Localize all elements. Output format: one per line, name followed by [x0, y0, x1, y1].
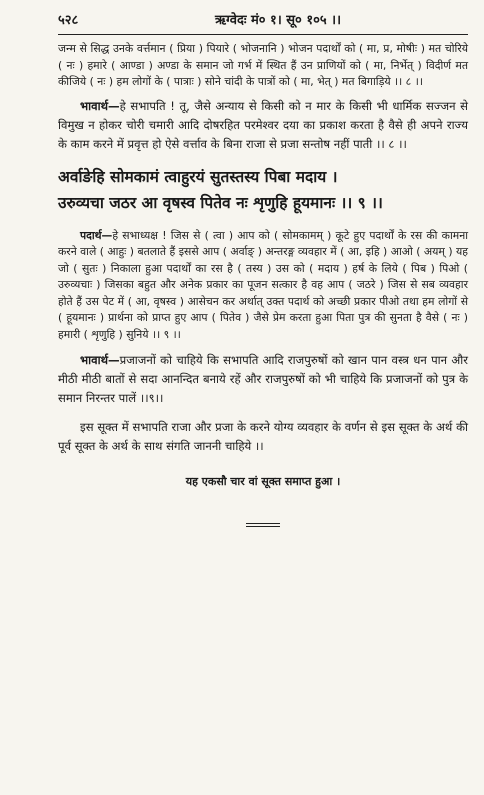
mantra-line-2: उरुव्यचा जठर आ वृषस्व पितेव नः शृणुहि हूयमानः ।। ९ ।। [58, 193, 383, 212]
bhavarth-paragraph-1 [58, 97, 468, 154]
padarth-label: पदार्थ— [80, 228, 113, 242]
bhavarth-text: हे सभापति ! तू, जैसे अन्याय से किसी को न मार के किसी भी धार्मिक सज्जन से विमुख न होकर चोरी चमारी आदि दोषरहित परमेश्वर दया का प्रकाश करता है वैसे ही अपने राज्य के काम करने में प्रवृत्त हो ऐसे वर्त्ताव के बिना राजा से प्रजा सन्तोष नहीं पाती ।। ८ ।। [58, 98, 468, 151]
document-page [58, 10, 468, 527]
bhavarth-label: भावार्थ— [80, 98, 120, 113]
bhavarth-text: प्रजाजनों को चाहिये कि सभापति आदि राजपुरुषों को खान पान वस्त्र धन पान और मीठी मीठी बातों से सदा आनन्दित बनाये रहें और राजपुरुषों को भी चाहिये कि प्रजाजनों को पुत्र के समान निरन्तर पालें ।।९।। [58, 353, 468, 405]
bhavarth-label: भावार्थ— [80, 353, 120, 367]
padarth-text: हे सभाध्यक्ष ! जिस से ( त्वा ) आप को ( सोमकामम् ) कूटे हुए पदार्थों के रस की कामना करने वाले ( आहुः ) बतलाते हैं इससे आप ( अर्वाङ् ) अन्तरङ्ग व्यवहार में ( आ, इहि ) आओ ( अयम् ) यह जो ( सुतः ) निकाला हुआ पदार्थों का रस है ( तस्य ) उस को ( मदाय ) हर्ष के लिये ( पिब ) पिओ ( उरुव्यचाः ) जिसका बहुत और अनेक प्रकार का पूजन सत्कार है वह आप ( जठरे ) जिस से सब व्यवहार होते हैं उस पेट में ( आ, वृषस्व ) आसेचन कर अर्थात् उक्त पदार्थ को अच्छी प्रकार पीओ तथा हम लोगों से ( हूयमानः ) प्रार्थना को प्राप्त हुए आप ( पितेव ) जैसे प्रेम करता हुआ पिता पुत्र की सुनता है वैसे ( नः ) हमारी ( शृणुहि ) सुनिये ।। ९ ।। [58, 228, 468, 341]
end-ornament [246, 526, 280, 527]
sukta-summary: इस सूक्त में सभापति राजा और प्रजा के करने योग्य व्यवहार के वर्णन से इस सूक्त के अर्थ की पूर्व सूक्त के अर्थ के साथ संगति जाननी चाहिये ।। [58, 420, 468, 453]
running-header-reference: ऋग्वेदः मं० १। सू० १०५ ।। [214, 13, 342, 28]
page-header [58, 10, 468, 32]
page-number: ५२८ [58, 13, 79, 28]
continued-paragraph: जन्म से सिद्ध उनके वर्त्तमान ( प्रिया ) पियारे ( भोजनानि ) भोजन पदार्थों को ( मा, प्र, मोषीः ) मत चोरिये ( नः ) हमारे ( आण्डा ) अण्डा के समान जो गर्भ में स्थित हैं उन प्राणियों को ( मा, निर्भेत् ) विदीर्ण मत कीजिये ( नः ) हम लोगों के ( पात्राः ) सोने चांदी के पात्रों को ( मा, भेत् ) मत बिगाड़िये ।। ८ ।। [58, 42, 468, 88]
mantra-line-1: अर्वाङेहि सोमकामं त्वाहुरयं सुतस्तस्य पिबा मदाय । [58, 167, 338, 186]
bhavarth-paragraph-2 [58, 351, 468, 408]
mantra-verse [58, 164, 468, 216]
padarth-paragraph [58, 228, 468, 344]
end-ornament [246, 523, 280, 524]
header-rule [58, 34, 468, 35]
sukta-closing: यह एकसौ चार वां सूक्त समाप्त हुआ । [185, 475, 341, 488]
